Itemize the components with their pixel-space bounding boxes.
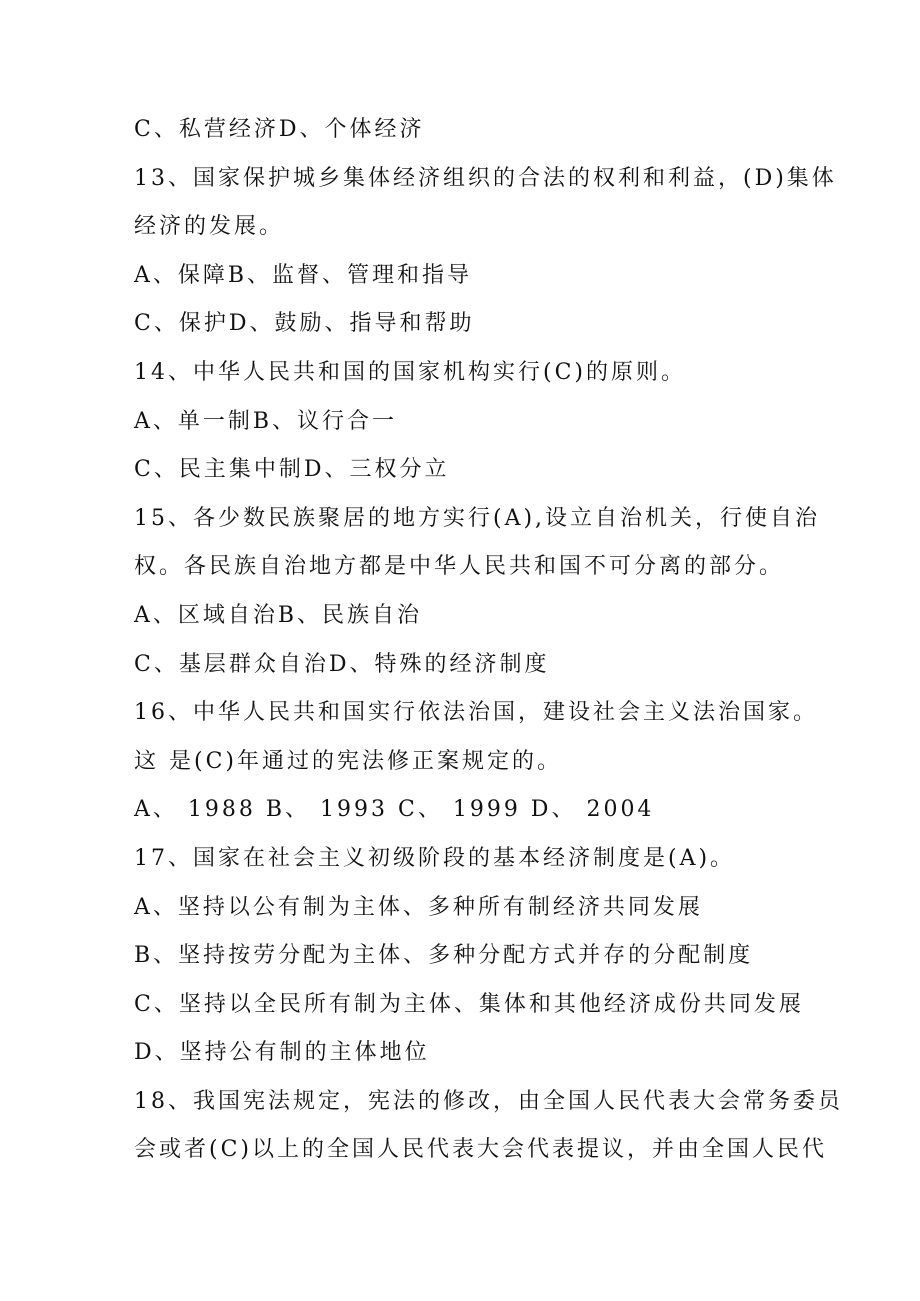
question-text-block (134, 106, 843, 1175)
text-line-answer-option: D、坚持公有制的主体地位 (134, 1040, 430, 1066)
text-line-answer-options: A、 1988 B、 1993 C、 1999 D、 2004 (134, 797, 655, 823)
text-line-answer-options: C、保护D、鼓励、指导和帮助 (134, 311, 475, 337)
text-line-answer-options: C、民主集中制D、三权分立 (134, 457, 450, 483)
text-line-question-13: 13、国家保护城乡集体经济组织的合法的权利和利益，(D)集体 (134, 165, 837, 191)
text-line-answer-option: B、坚持按劳分配为主体、多种分配方式并存的分配制度 (134, 943, 754, 969)
text-line-answer-option: A、坚持以公有制为主体、多种所有制经济共同发展 (134, 894, 703, 920)
text-line-question-16: 16、中华人民共和国实行依法治国，建设社会主义法治国家。 (134, 700, 818, 726)
text-line-answer-options: A、单一制B、议行合一 (134, 408, 398, 434)
text-line-question-13-cont: 经济的发展。 (134, 214, 285, 240)
text-line-answer-option: C、坚持以全民所有制为主体、集体和其他经济成份共同发展 (134, 991, 804, 1017)
text-line-question-18: 18、我国宪法规定，宪法的修改，由全国人民代表大会常务委员 (134, 1088, 843, 1114)
text-line-question-18-cont: 会或者(C)以上的全国人民代表大会代表提议，并由全国人民代 (134, 1137, 828, 1163)
text-line-question-15: 15、各少数民族聚居的地方实行(A),设立自治机关，行使自治 (134, 505, 821, 531)
text-line-question-15-cont: 权。各民族自治地方都是中华人民共和国不可分离的部分。 (134, 554, 785, 580)
text-line-question-16-cont: 这 是(C)年通过的宪法修正案规定的。 (134, 748, 562, 774)
text-line-question-14: 14、中华人民共和国的国家机构实行(C)的原则。 (134, 359, 686, 385)
text-line-answer-options: C、私营经济D、个体经济 (134, 117, 425, 142)
text-line-question-17: 17、国家在社会主义初级阶段的基本经济制度是(A)。 (134, 845, 736, 871)
text-line-answer-options: A、保障B、监督、管理和指导 (134, 262, 473, 288)
text-line-answer-options: C、基层群众自治D、特殊的经济制度 (134, 651, 550, 677)
text-line-answer-options: A、区域自治B、民族自治 (134, 602, 423, 628)
